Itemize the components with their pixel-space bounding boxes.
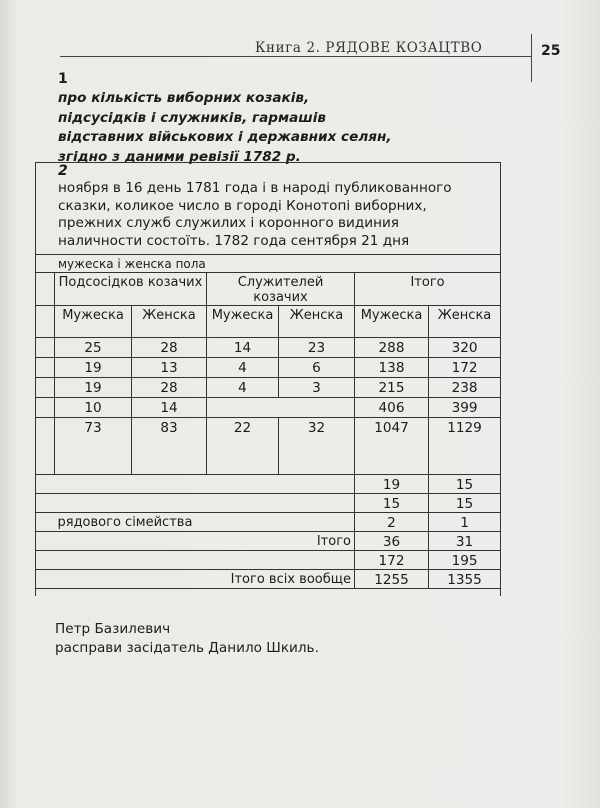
table-cell: 14 — [132, 398, 207, 418]
table-cell: 15 — [355, 494, 429, 513]
table-cell: 22 — [207, 418, 279, 475]
subheader: Женска — [429, 306, 501, 338]
table-cell — [36, 398, 55, 418]
table-cell — [36, 273, 55, 306]
summary-label — [36, 494, 355, 513]
table-cell: 1047 — [355, 418, 429, 475]
group-header: Ітого — [355, 273, 501, 306]
summary-row — [36, 532, 501, 551]
summary-row — [36, 494, 501, 513]
page-number: 25 — [541, 43, 561, 59]
frame-top-rule — [35, 162, 500, 163]
table-cell: 28 — [132, 338, 207, 358]
section-title — [58, 89, 498, 167]
signature-line: расправи засідатель Данило Шкиль. — [55, 640, 319, 656]
table-row — [36, 338, 501, 358]
title-line: про кількість виборних козаків, — [58, 90, 310, 106]
table-cell: 23 — [279, 338, 355, 358]
subheader: Женска — [279, 306, 355, 338]
table-cell: 36 — [355, 532, 429, 551]
summary-label: рядового сімейства — [36, 513, 355, 532]
table-cell: 73 — [55, 418, 132, 475]
text-line: наличности состоїть. 1782 года сентября 21 дня — [58, 232, 410, 249]
title-line: згідно з даними ревізії 1782 р. — [58, 148, 301, 165]
title-line: підсусідків і служників, гармашів — [58, 109, 326, 126]
summary-label: Ітого — [36, 532, 355, 551]
subheader: Мужеска — [55, 306, 132, 338]
table-cell: 2 — [355, 513, 429, 532]
table-cell: 6 — [279, 358, 355, 378]
table-cell: 172 — [429, 358, 501, 378]
table-cell — [36, 306, 55, 338]
table-cell: 83 — [132, 418, 207, 475]
table-cell — [207, 398, 355, 418]
table-cell: 1 — [429, 513, 501, 532]
table-cell: 1355 — [429, 570, 501, 589]
header-rule — [60, 56, 532, 57]
summary-label: Ітого всіх вообще — [36, 570, 355, 589]
table-cell: 31 — [429, 532, 501, 551]
summary-row — [36, 513, 501, 532]
table-cell: 10 — [55, 398, 132, 418]
table-cell: 3 — [279, 378, 355, 398]
table-cell: 13 — [132, 358, 207, 378]
table-cell: 138 — [355, 358, 429, 378]
text-line: сказки, коликое число в городі Конотопі виборних, — [58, 197, 427, 214]
summary-row — [36, 551, 501, 570]
table-row — [36, 378, 501, 398]
signature-line: Петр Базилевич — [55, 621, 171, 637]
table-cell — [36, 338, 55, 358]
table-cell: 195 — [429, 551, 501, 570]
table-cell — [36, 378, 55, 398]
summary-row — [36, 475, 501, 494]
signature-block — [55, 620, 319, 658]
table-cell: 25 — [55, 338, 132, 358]
subheader: Мужеска — [207, 306, 279, 338]
table-cell: 4 — [207, 358, 279, 378]
table-row — [36, 398, 501, 418]
table-caption: мужеска і женска пола — [36, 255, 501, 273]
title-line: відставних військових і державних селян, — [58, 129, 392, 145]
header-divider — [531, 34, 532, 82]
table-cell: 19 — [55, 378, 132, 398]
table-cell: 172 — [355, 551, 429, 570]
table-cell: 215 — [355, 378, 429, 398]
table-cell: 15 — [429, 475, 501, 494]
table-cell: 14 — [207, 338, 279, 358]
summary-row — [36, 570, 501, 589]
text-line: ноября в 16 день 1781 года і в народі публикованного — [58, 180, 452, 196]
group-header: Подсосідков козачих — [55, 273, 207, 306]
table-cell: 320 — [429, 338, 501, 358]
table-cell: 399 — [429, 398, 501, 418]
table-cell: 19 — [55, 358, 132, 378]
table-cell: 238 — [429, 378, 501, 398]
table-cell: 19 — [355, 475, 429, 494]
section-text — [58, 180, 498, 250]
table-cell — [36, 418, 55, 475]
table-cell: 1129 — [429, 418, 501, 475]
table-row — [36, 358, 501, 378]
section-number-2: 2 — [58, 163, 68, 179]
section-number-1: 1 — [58, 71, 68, 87]
text-line: прежних служб служилих і коронного видиния — [58, 215, 399, 231]
census-table — [35, 254, 501, 589]
table-cell: 1255 — [355, 570, 429, 589]
table-cell: 32 — [279, 418, 355, 475]
table-cell: 288 — [355, 338, 429, 358]
subheader: Женска — [132, 306, 207, 338]
summary-label — [36, 551, 355, 570]
summary-label — [36, 475, 355, 494]
table-cell: 4 — [207, 378, 279, 398]
table-cell: 28 — [132, 378, 207, 398]
table-cell: 15 — [429, 494, 501, 513]
group-header: Служителей козачих — [207, 273, 355, 306]
table-row — [36, 418, 501, 475]
subheader: Мужеска — [355, 306, 429, 338]
table-cell — [36, 358, 55, 378]
running-header-title: Книга 2. РЯДОВЕ КОЗАЦТВО — [255, 40, 483, 56]
table-cell: 406 — [355, 398, 429, 418]
